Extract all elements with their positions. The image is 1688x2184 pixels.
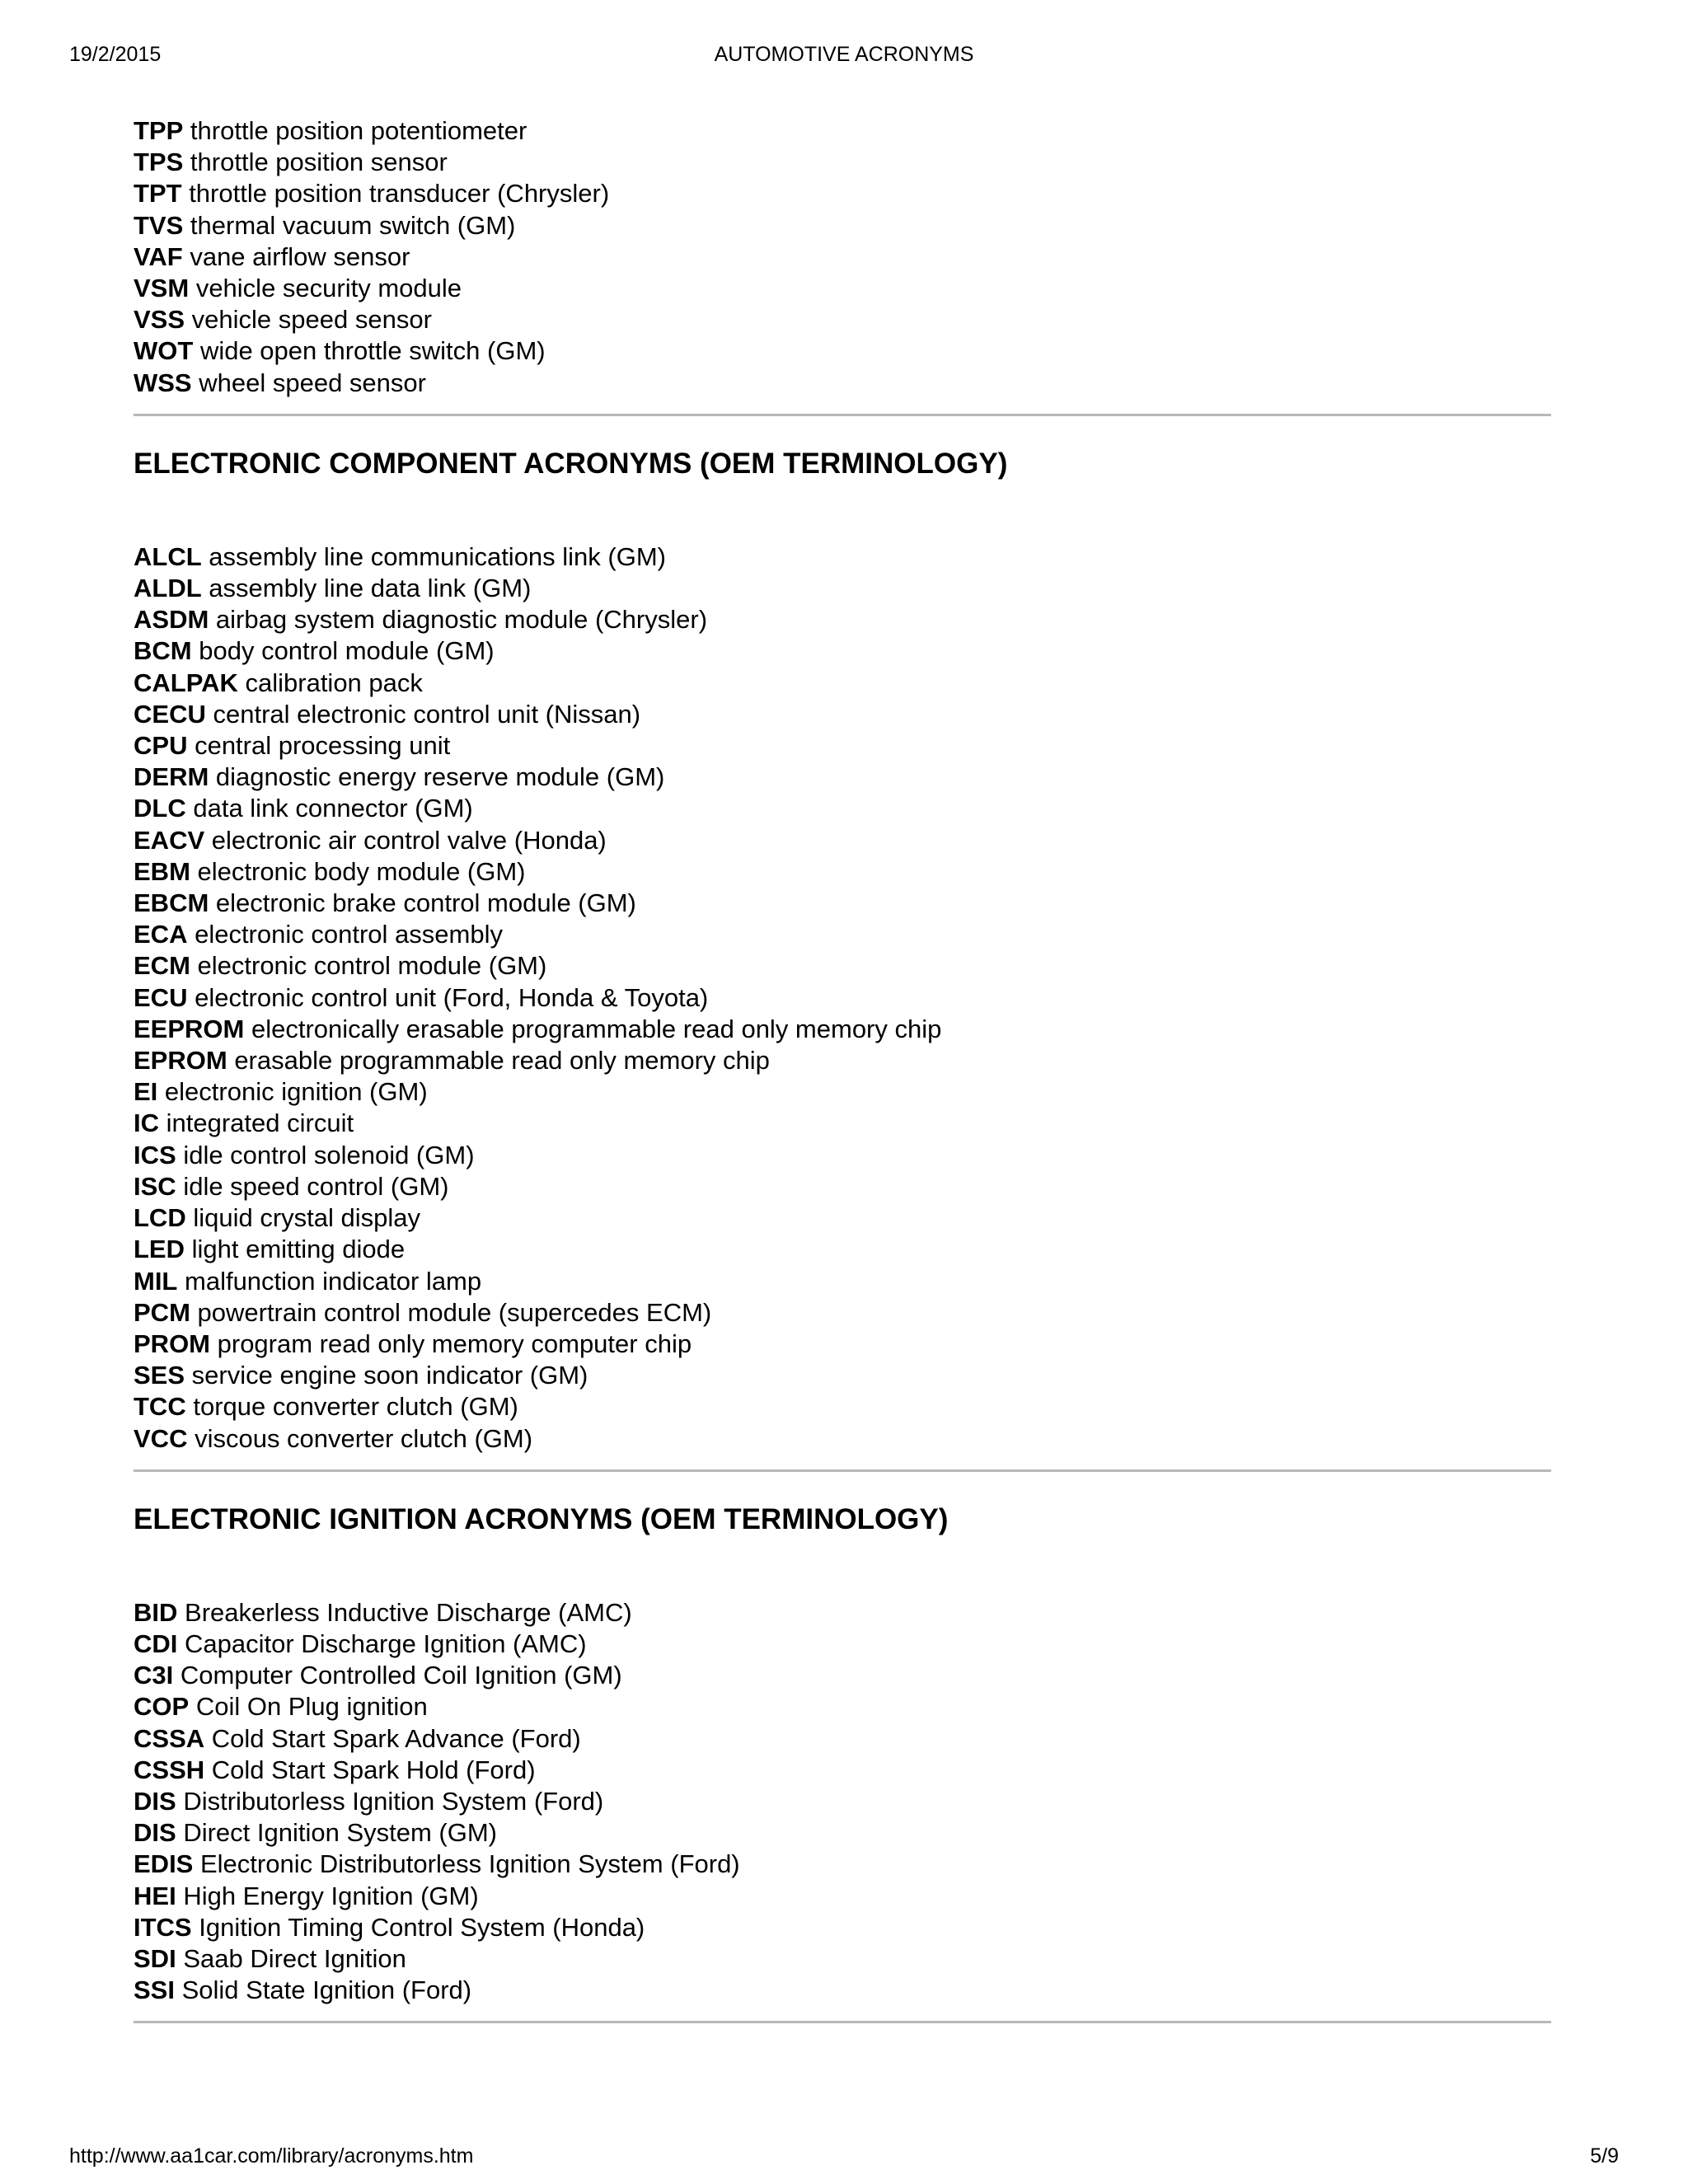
acronym-definition: assembly line data link (GM) bbox=[209, 574, 532, 603]
acronym-definition: Capacitor Discharge Ignition (AMC) bbox=[185, 1629, 587, 1658]
acronym-definition: electronic control module (GM) bbox=[197, 951, 547, 981]
acronym-definition: wide open throttle switch (GM) bbox=[199, 336, 546, 366]
acronym-entry bbox=[134, 210, 1551, 241]
acronym-entry bbox=[134, 1014, 1551, 1045]
acronym-entry bbox=[134, 1975, 1551, 2006]
acronym-abbr: COP bbox=[134, 1692, 190, 1722]
acronym-definition: electronic ignition (GM) bbox=[164, 1077, 428, 1107]
acronym-definition: vehicle security module bbox=[195, 274, 462, 303]
acronym-abbr: ECU bbox=[134, 982, 188, 1012]
acronym-abbr: SDI bbox=[134, 1943, 176, 1973]
acronym-entry bbox=[134, 1234, 1551, 1265]
acronym-definition: vane airflow sensor bbox=[190, 241, 410, 271]
acronym-definition: electronically erasable programmable read only memory chip bbox=[251, 1014, 942, 1043]
acronym-entry bbox=[134, 635, 1551, 667]
acronym-entry bbox=[134, 115, 1551, 147]
acronym-entry bbox=[134, 1629, 1551, 1660]
acronym-entry bbox=[134, 1297, 1551, 1329]
acronym-definition: assembly line communications link (GM) bbox=[209, 541, 666, 571]
acronym-entry bbox=[134, 1597, 1551, 1629]
page-url: http://www.aa1car.com/library/acronyms.htm bbox=[69, 2144, 474, 2168]
acronym-abbr: CPU bbox=[134, 731, 188, 761]
acronym-abbr: CSSA bbox=[134, 1723, 205, 1753]
section-heading-electronic-ignition: ELECTRONIC IGNITION ACRONYMS (OEM TERMINOLOGY) bbox=[134, 1502, 949, 1535]
acronym-entry bbox=[134, 1912, 1551, 1943]
acronym-entry bbox=[134, 699, 1551, 730]
acronym-entry bbox=[134, 825, 1551, 856]
acronym-abbr: EPROM bbox=[134, 1046, 227, 1076]
acronym-entry bbox=[134, 950, 1551, 982]
acronym-abbr: LCD bbox=[134, 1203, 186, 1233]
acronym-abbr: DIS bbox=[134, 1818, 176, 1848]
acronym-definition: High Energy Ignition (GM) bbox=[183, 1881, 479, 1910]
acronym-entry bbox=[134, 1423, 1551, 1455]
acronym-definition: central electronic control unit (Nissan) bbox=[213, 699, 641, 729]
acronym-entry bbox=[134, 541, 1551, 573]
print-date: 19/2/2015 bbox=[69, 43, 162, 66]
divider bbox=[134, 2021, 1551, 2023]
acronym-definition: liquid crystal display bbox=[193, 1203, 421, 1233]
acronym-entry bbox=[134, 573, 1551, 604]
acronym-entry bbox=[134, 1266, 1551, 1297]
acronym-entry bbox=[134, 982, 1551, 1014]
acronym-definition: calibration pack bbox=[245, 668, 423, 697]
section-heading-electronic-component: ELECTRONIC COMPONENT ACRONYMS (OEM TERMINOLOGY) bbox=[134, 447, 1008, 480]
acronym-entry bbox=[134, 1171, 1551, 1202]
acronym-abbr: EBM bbox=[134, 856, 190, 886]
acronym-definition: vehicle speed sensor bbox=[191, 305, 432, 335]
acronym-entry bbox=[134, 762, 1551, 793]
acronym-entry bbox=[134, 1360, 1551, 1391]
acronym-entry bbox=[134, 888, 1551, 919]
acronym-abbr: TPP bbox=[134, 116, 184, 145]
acronym-definition: integrated circuit bbox=[166, 1108, 354, 1138]
acronym-entry bbox=[134, 604, 1551, 635]
acronym-abbr: CECU bbox=[134, 699, 206, 729]
acronym-abbr: HEI bbox=[134, 1881, 176, 1910]
acronym-definition: Coil On Plug ignition bbox=[195, 1692, 428, 1722]
acronym-abbr: VAF bbox=[134, 241, 183, 271]
acronym-entry bbox=[134, 793, 1551, 824]
acronym-definition: electronic air control valve (Honda) bbox=[211, 825, 607, 855]
acronym-abbr: DIS bbox=[134, 1786, 176, 1816]
acronym-list-electronic-ignition bbox=[134, 1597, 1551, 2007]
acronym-definition: Breakerless Inductive Discharge (AMC) bbox=[185, 1597, 632, 1627]
acronym-list-electronic-component bbox=[134, 541, 1551, 1455]
acronym-abbr: BCM bbox=[134, 636, 192, 666]
acronym-definition: electronic control assembly bbox=[195, 920, 503, 949]
acronym-abbr: ALCL bbox=[134, 541, 202, 571]
acronym-definition: thermal vacuum switch (GM) bbox=[190, 210, 516, 240]
acronym-definition: Ignition Timing Control System (Honda) bbox=[199, 1912, 645, 1942]
page-number: 5/9 bbox=[1590, 2144, 1619, 2168]
acronym-entry bbox=[134, 919, 1551, 950]
acronym-entry bbox=[134, 241, 1551, 273]
acronym-definition: idle speed control (GM) bbox=[183, 1171, 449, 1201]
divider bbox=[134, 414, 1551, 416]
acronym-abbr: TPT bbox=[134, 179, 182, 209]
acronym-entry bbox=[134, 1881, 1551, 1912]
acronym-entry bbox=[134, 668, 1551, 699]
acronym-abbr: DERM bbox=[134, 762, 209, 792]
acronym-abbr: VCC bbox=[134, 1423, 188, 1453]
acronym-entry bbox=[134, 1723, 1551, 1755]
acronym-abbr: IC bbox=[134, 1108, 159, 1138]
page-content bbox=[134, 115, 1551, 2023]
acronym-entry bbox=[134, 1849, 1551, 1880]
acronym-entry bbox=[134, 1391, 1551, 1422]
acronym-entry bbox=[134, 1140, 1551, 1171]
acronym-definition: program read only memory computer chip bbox=[217, 1329, 692, 1358]
acronym-abbr: MIL bbox=[134, 1266, 178, 1296]
acronym-abbr: ECA bbox=[134, 920, 188, 949]
acronym-abbr: EDIS bbox=[134, 1849, 194, 1879]
acronym-abbr: ICS bbox=[134, 1140, 176, 1169]
acronym-definition: Cold Start Spark Hold (Ford) bbox=[211, 1755, 536, 1784]
acronym-abbr: C3I bbox=[134, 1661, 174, 1690]
acronym-abbr: ISC bbox=[134, 1171, 176, 1201]
acronym-abbr: SES bbox=[134, 1361, 185, 1390]
acronym-abbr: CSSH bbox=[134, 1755, 205, 1784]
acronym-definition: Distributorless Ignition System (Ford) bbox=[183, 1786, 604, 1816]
acronym-definition: central processing unit bbox=[195, 731, 451, 761]
acronym-definition: Solid State Ignition (Ford) bbox=[181, 1975, 472, 2005]
acronym-abbr: EACV bbox=[134, 825, 205, 855]
acronym-entry bbox=[134, 368, 1551, 399]
acronym-definition: wheel speed sensor bbox=[199, 368, 426, 397]
acronym-definition: diagnostic energy reserve module (GM) bbox=[215, 762, 665, 792]
acronym-abbr: WSS bbox=[134, 368, 192, 397]
acronym-definition: service engine soon indicator (GM) bbox=[191, 1361, 588, 1390]
acronym-abbr: SSI bbox=[134, 1975, 175, 2005]
acronym-entry bbox=[134, 1817, 1551, 1849]
acronym-abbr: CALPAK bbox=[134, 668, 238, 697]
acronym-abbr: TCC bbox=[134, 1392, 186, 1422]
acronym-entry bbox=[134, 1076, 1551, 1108]
acronym-entry bbox=[134, 730, 1551, 762]
acronym-definition: erasable programmable read only memory chip bbox=[234, 1046, 770, 1076]
acronym-definition: electronic control unit (Ford, Honda & Toyota) bbox=[195, 982, 709, 1012]
acronym-abbr: EBCM bbox=[134, 888, 209, 918]
acronym-definition: data link connector (GM) bbox=[193, 794, 473, 823]
acronym-entry bbox=[134, 1755, 1551, 1786]
acronym-entry bbox=[134, 273, 1551, 304]
acronym-abbr: ASDM bbox=[134, 605, 209, 635]
acronym-abbr: PCM bbox=[134, 1297, 190, 1327]
acronym-definition: airbag system diagnostic module (Chrysler) bbox=[215, 605, 708, 635]
acronym-definition: throttle position sensor bbox=[190, 148, 448, 177]
acronym-definition: body control module (GM) bbox=[199, 636, 495, 666]
acronym-definition: electronic brake control module (GM) bbox=[215, 888, 636, 918]
acronym-abbr: EI bbox=[134, 1077, 158, 1107]
acronym-list-top bbox=[134, 115, 1551, 399]
acronym-entry bbox=[134, 856, 1551, 888]
acronym-abbr: PROM bbox=[134, 1329, 210, 1358]
acronym-entry bbox=[134, 1943, 1551, 1975]
acronym-abbr: TVS bbox=[134, 210, 184, 240]
print-footer bbox=[69, 2144, 1619, 2171]
acronym-definition: torque converter clutch (GM) bbox=[193, 1392, 518, 1422]
acronym-entry bbox=[134, 335, 1551, 367]
acronym-entry bbox=[134, 178, 1551, 209]
acronym-abbr: ECM bbox=[134, 951, 190, 981]
acronym-entry bbox=[134, 1660, 1551, 1691]
acronym-definition: Saab Direct Ignition bbox=[183, 1943, 406, 1973]
acronym-entry bbox=[134, 304, 1551, 335]
acronym-abbr: ALDL bbox=[134, 574, 202, 603]
acronym-abbr: VSS bbox=[134, 305, 185, 335]
acronym-abbr: CDI bbox=[134, 1629, 178, 1658]
print-header bbox=[69, 43, 1619, 69]
acronym-abbr: VSM bbox=[134, 274, 190, 303]
acronym-entry bbox=[134, 147, 1551, 178]
acronym-abbr: DLC bbox=[134, 794, 186, 823]
acronym-definition: Electronic Distributorless Ignition System (Ford) bbox=[199, 1849, 740, 1879]
acronym-abbr: TPS bbox=[134, 148, 184, 177]
acronym-definition: Computer Controlled Coil Ignition (GM) bbox=[180, 1661, 622, 1690]
acronym-entry bbox=[134, 1786, 1551, 1817]
acronym-abbr: EEPROM bbox=[134, 1014, 245, 1043]
divider bbox=[134, 1469, 1551, 1472]
acronym-definition: light emitting diode bbox=[191, 1235, 406, 1264]
acronym-definition: throttle position potentiometer bbox=[190, 116, 528, 145]
acronym-entry bbox=[134, 1108, 1551, 1139]
acronym-definition: Cold Start Spark Advance (Ford) bbox=[211, 1723, 581, 1753]
acronym-abbr: ITCS bbox=[134, 1912, 192, 1942]
acronym-definition: powertrain control module (supercedes ECM) bbox=[197, 1297, 712, 1327]
acronym-abbr: WOT bbox=[134, 336, 194, 366]
acronym-definition: Direct Ignition System (GM) bbox=[183, 1818, 498, 1848]
acronym-entry bbox=[134, 1045, 1551, 1076]
acronym-definition: viscous converter clutch (GM) bbox=[195, 1423, 533, 1453]
acronym-entry bbox=[134, 1329, 1551, 1360]
document-title: AUTOMOTIVE ACRONYMS bbox=[714, 43, 974, 66]
acronym-abbr: LED bbox=[134, 1235, 185, 1264]
acronym-abbr: BID bbox=[134, 1597, 178, 1627]
acronym-entry bbox=[134, 1202, 1551, 1234]
acronym-definition: malfunction indicator lamp bbox=[185, 1266, 482, 1296]
acronym-definition: idle control solenoid (GM) bbox=[183, 1140, 475, 1169]
acronym-definition: throttle position transducer (Chrysler) bbox=[189, 179, 610, 209]
acronym-entry bbox=[134, 1691, 1551, 1722]
acronym-definition: electronic body module (GM) bbox=[197, 856, 526, 886]
